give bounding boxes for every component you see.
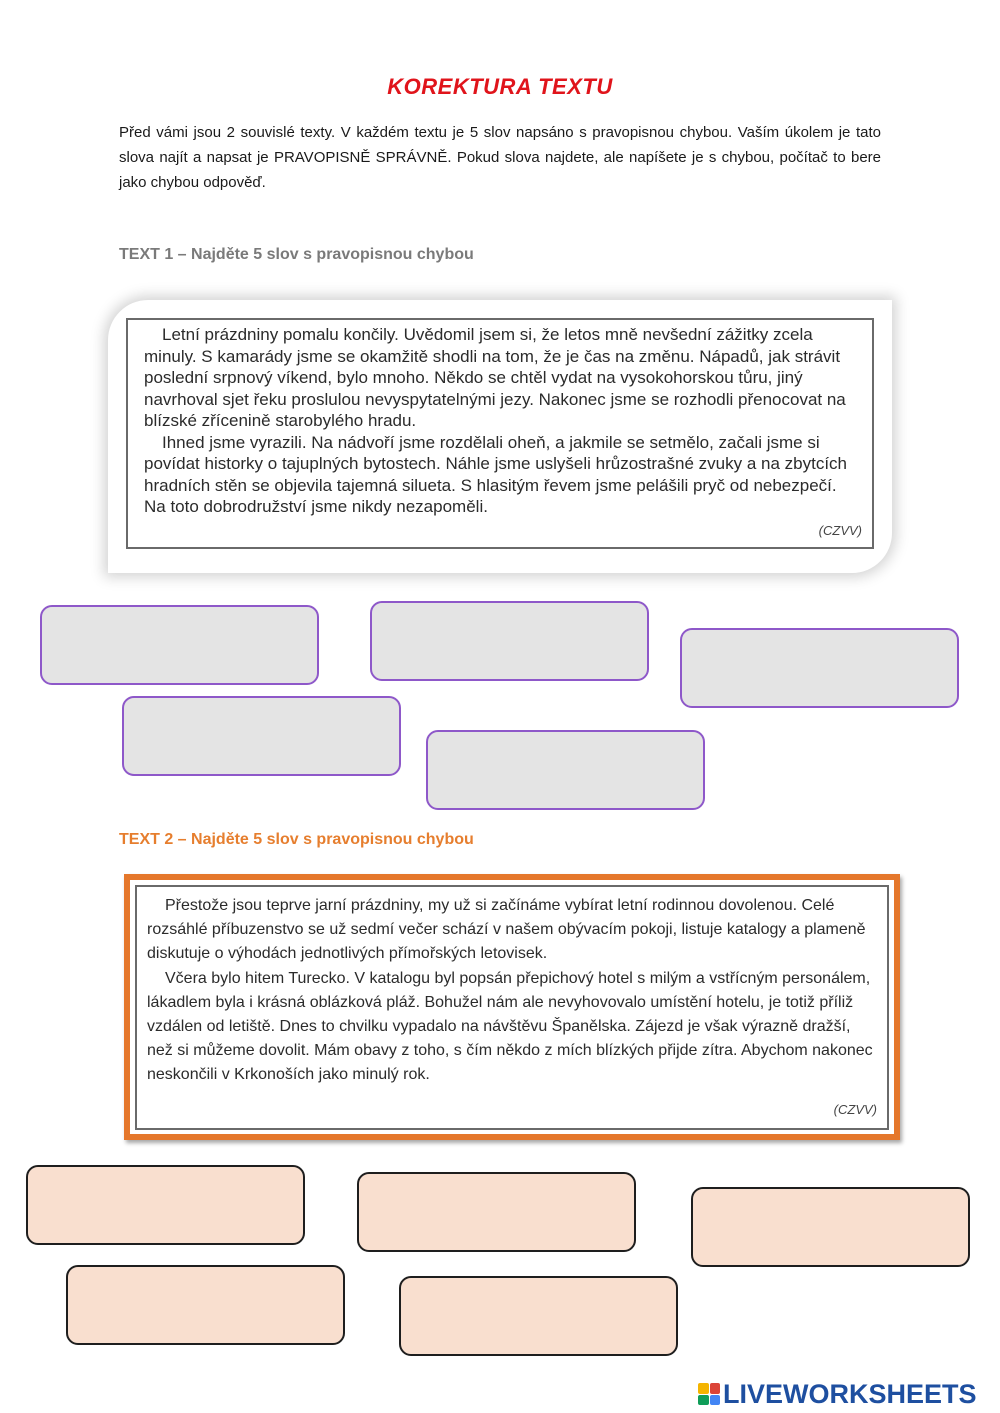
text1-heading: TEXT 1 – Najděte 5 slov s pravopisnou chybou (119, 246, 474, 263)
instructions: Před vámi jsou 2 souvislé texty. V každém textu je 5 slov napsáno s pravopisnou chybou. Vaším úkolem je tato slova najít a napsat je PRAVOPISNĚ SPRÁVNĚ. Pokud slova najdete, ale napíšete je s chybou, počítač to bere jako chybou odpověď. (119, 124, 881, 191)
logo-mark-icon (698, 1383, 720, 1405)
text1-panel (108, 300, 892, 573)
text1-frame (126, 318, 874, 549)
text2-answer-3[interactable] (691, 1187, 970, 1267)
text1-answer-3[interactable] (680, 628, 959, 708)
text2-credit: (CZVV) (833, 1101, 877, 1117)
text2-answer-5[interactable] (399, 1276, 678, 1356)
text2-answer-1[interactable] (26, 1165, 305, 1245)
text1-answer-5[interactable] (426, 730, 705, 810)
text2-answer-2[interactable] (357, 1172, 636, 1252)
logo-text: LIVEWORKSHEETS (723, 1378, 977, 1409)
text2-paragraph-1: Přestože jsou teprve jarní prázdniny, my už si začínáme vybírat letní rodinnou dovolenou. Celé rozsáhlé příbuzenstvo se už sedmí večer schází v našem obývacím pokoji, listuje katalogy a plameně diskutuje o výhodách jednotlivých přímořských letovisek. (147, 897, 866, 963)
page-title: KOREKTURA TEXTU (387, 74, 613, 99)
text2-paragraph-2: Včera bylo hitem Turecko. V katalogu byl popsán přepichový hotel s milým a vstřícným personálem, lákadlem byla i krásná oblázková pláž. Bohužel nám ale nevyhovovalo umístění hotelu, je totiž příliž vzdálen od letiště. Dnes to chvilku vypadalo na návštěvu Španělska. Zájezd je však výrazně dražší, než si můžeme dovolit. Mám obavy z toho, s čím někdo z mích blízkých přijde zítra. Abychom nakonec neskončili v Krkonoších jako minulý rok. (147, 969, 873, 1084)
text1-paragraph-2: Ihned jsme vyrazili. Na nádvoří jsme rozdělali oheň, a jakmile se setmělo, začali jsme si povídat historky o tajuplných bytostech. Náhle jsme uslyšeli hrůzostrašné zvuky a na zbytcích hradních stěn se objevila tajemná silueta. S hlasitým řevem jsme pelášili pryč od nebezpečí. Na toto dobrodružství jsme nikdy nezapoměli. (144, 432, 848, 516)
text1-credit: (CZVV) (818, 522, 862, 538)
text2-frame (135, 885, 889, 1130)
text2-answer-4[interactable] (66, 1265, 345, 1345)
liveworksheets-logo (698, 1377, 977, 1411)
text1-answer-4[interactable] (122, 696, 401, 776)
text2-panel (124, 874, 900, 1140)
text2-heading: TEXT 2 – Najděte 5 slov s pravopisnou chybou (119, 831, 474, 848)
text1-answer-2[interactable] (370, 601, 649, 681)
text1-answer-1[interactable] (40, 605, 319, 685)
text1-paragraph-1: Letní prázdniny pomalu končily. Uvědomil jsem si, že letos mně nevšední zážitky zcela minuly. S kamarády jsme se okamžitě shodli na tom, že je čas na změnu. Nápadů, jak strávit poslední srpnový víkend, bylo mnoho. Někdo se chtěl vydat na vysokohorskou tůru, jiný navrhoval sjet řeku proslulou nevyspytatelnými jezy. Nakonec jsme se rozhodli přenocovat na blízské zřícenině starobylého hradu. (144, 325, 846, 430)
